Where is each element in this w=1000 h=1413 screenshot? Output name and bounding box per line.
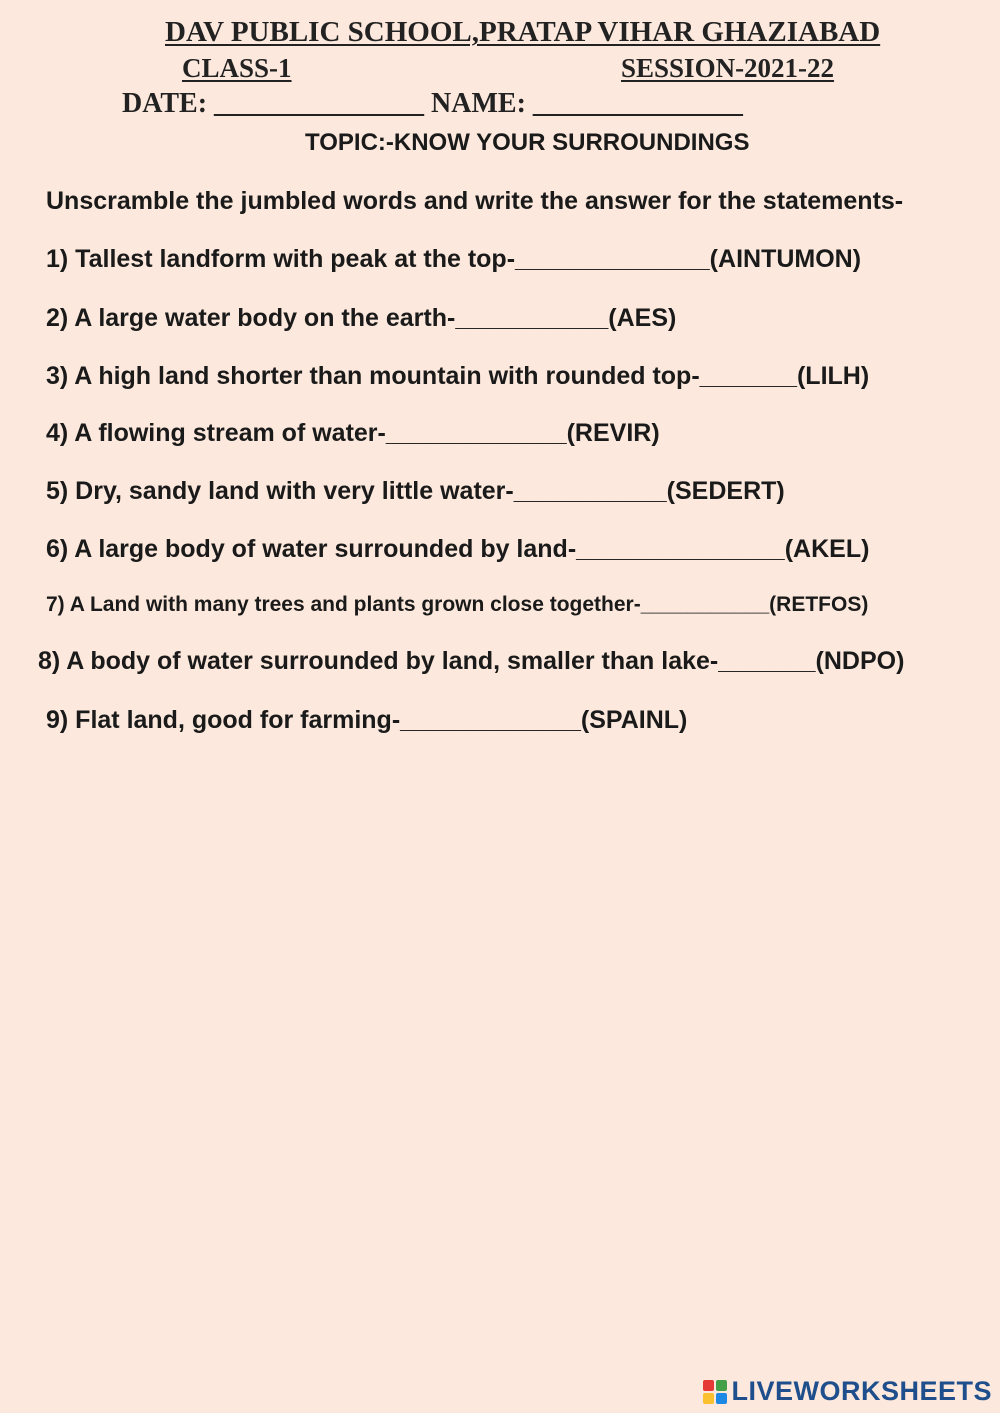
question-1: 1) Tallest landform with peak at the top-______________(AINTUMON) (46, 245, 862, 273)
question-2: 2) A large water body on the earth-___________(AES) (46, 304, 677, 332)
liveworksheets-logo-icon (703, 1380, 727, 1404)
question-8: 8) A body of water surrounded by land, smaller than lake-_______(NDPO) (38, 647, 905, 675)
logo-cell (703, 1380, 714, 1391)
date-name-line: DATE: _______________ NAME: _______________ (122, 88, 743, 119)
logo-cell (716, 1393, 727, 1404)
question-4: 4) A flowing stream of water-_____________(REVIR) (46, 419, 660, 447)
question-6: 6) A large body of water surrounded by land-_______________(AKEL) (46, 535, 870, 563)
logo-cell (703, 1393, 714, 1404)
instructions: Unscramble the jumbled words and write the answer for the statements- (46, 187, 904, 215)
question-5: 5) Dry, sandy land with very little water-___________(SEDERT) (46, 477, 785, 505)
logo-cell (716, 1380, 727, 1391)
liveworksheets-footer (703, 1376, 992, 1407)
session-label: SESSION-2021-22 (621, 53, 835, 83)
question-9: 9) Flat land, good for farming-_____________(SPAINL) (46, 706, 688, 734)
liveworksheets-brand: LIVEWORKSHEETS (731, 1376, 992, 1406)
topic-heading: TOPIC:-KNOW YOUR SURROUNDINGS (305, 129, 750, 156)
question-7: 7) A Land with many trees and plants grown close together-___________(RETFOS) (46, 593, 869, 616)
class-label: CLASS-1 (182, 53, 292, 83)
question-3: 3) A high land shorter than mountain with rounded top-_______(LILH) (46, 362, 870, 390)
school-name: DAV PUBLIC SCHOOL,PRATAP VIHAR GHAZIABAD (165, 16, 881, 48)
